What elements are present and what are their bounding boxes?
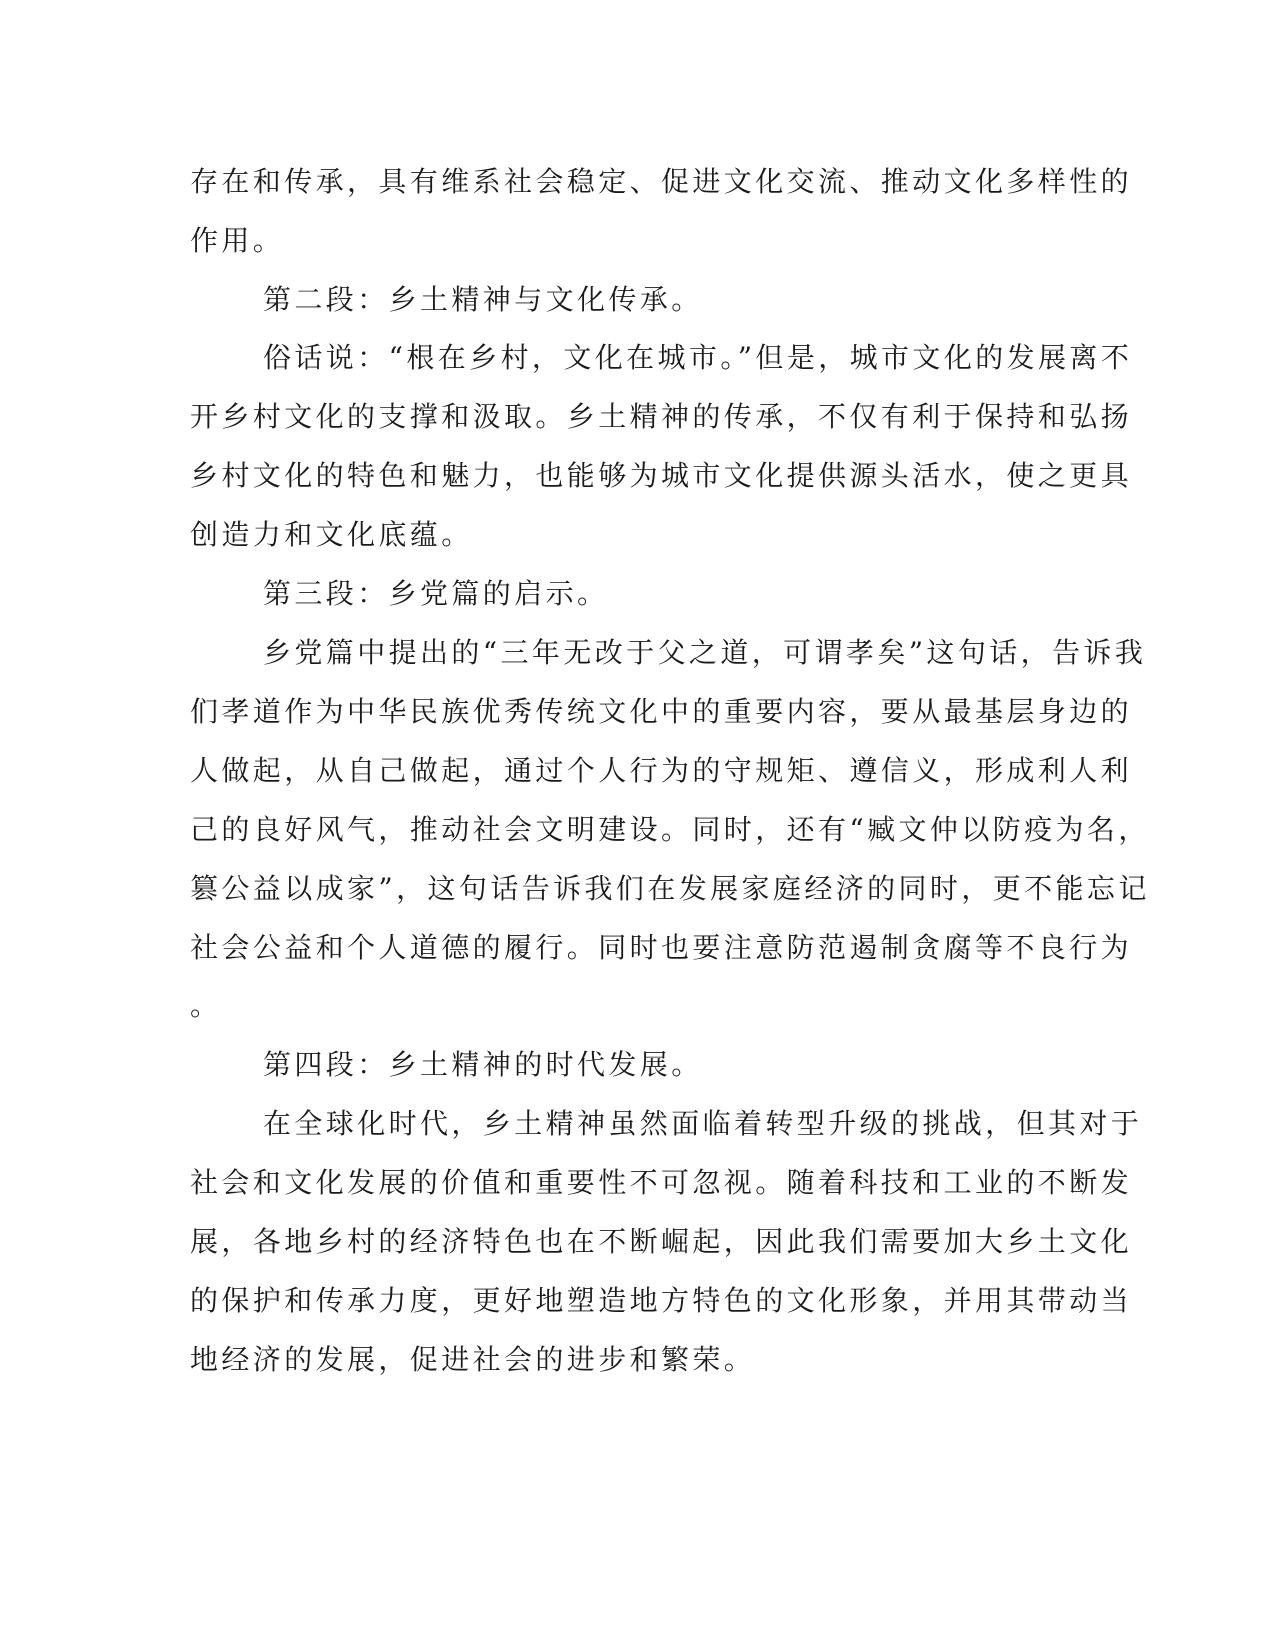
text-line: 篡公益以成家”，这句话告诉我们在发展家庭经济的同时，更不能忘记 <box>190 872 1150 905</box>
text-line: 。 <box>190 989 222 1022</box>
section-heading-2: 第二段：乡土精神与文化传承。 <box>263 283 703 316</box>
text-line: 创造力和文化底蕴。 <box>190 518 473 551</box>
text-line: 己的良好风气，推动社会文明建设。同时，还有“臧文仲以防疫为名， <box>190 813 1150 846</box>
text-line: 的保护和传承力度，更好地塑造地方特色的文化形象，并用其带动当 <box>190 1284 1133 1317</box>
section-heading-3: 第三段：乡党篇的启示。 <box>263 577 609 610</box>
text-line: 存在和传承，具有维系社会稳定、促进文化交流、推动文化多样性的 <box>190 165 1133 198</box>
text-line: 开乡村文化的支撑和汲取。乡土精神的传承，不仅有利于保持和弘扬 <box>190 400 1133 433</box>
text-line: 展，各地乡村的经济特色也在不断崛起，因此我们需要加大乡土文化 <box>190 1225 1133 1258</box>
text-line: 地经济的发展，促进社会的进步和繁荣。 <box>190 1343 756 1376</box>
text-line: 乡党篇中提出的“三年无改于父之道，可谓孝矣”这句话，告诉我 <box>263 636 1147 669</box>
text-line: 们孝道作为中华民族优秀传统文化中的重要内容，要从最基层身边的 <box>190 695 1133 728</box>
text-line: 社会公益和个人道德的履行。同时也要注意防范遏制贪腐等不良行为 <box>190 931 1133 964</box>
section-heading-4: 第四段：乡土精神的时代发展。 <box>263 1048 703 1081</box>
text-line: 乡村文化的特色和魅力，也能够为城市文化提供源头活水，使之更具 <box>190 459 1133 492</box>
text-line: 人做起，从自己做起，通过个人行为的守规矩、遵信义，形成利人利 <box>190 754 1133 787</box>
text-line: 作用。 <box>190 224 285 257</box>
text-line: 社会和文化发展的价值和重要性不可忽视。随着科技和工业的不断发 <box>190 1166 1133 1199</box>
text-line: 在全球化时代，乡土精神虽然面临着转型升级的挑战，但其对于 <box>263 1107 1143 1140</box>
text-line: 俗话说：“根在乡村，文化在城市。”但是，城市文化的发展离不 <box>263 341 1133 374</box>
